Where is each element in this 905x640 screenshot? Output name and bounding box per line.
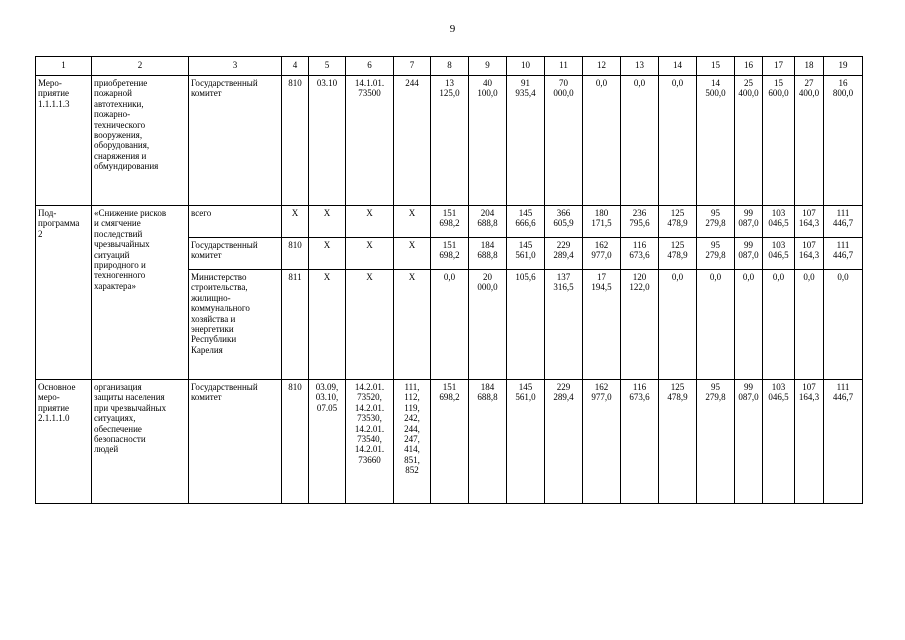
table-cell: 40 100,0 <box>469 76 507 206</box>
table-cell: 151 698,2 <box>431 238 469 270</box>
table-cell: 17 194,5 <box>583 270 621 380</box>
header-cell: 5 <box>309 57 346 76</box>
table-cell: 111 446,7 <box>824 380 863 504</box>
table-cell: 20 000,0 <box>469 270 507 380</box>
table-cell: 95 279,8 <box>697 238 735 270</box>
header-cell: 10 <box>507 57 545 76</box>
header-cell: 15 <box>697 57 735 76</box>
header-cell: 3 <box>189 57 282 76</box>
table-cell: 151 698,2 <box>431 206 469 238</box>
table-cell: 16 800,0 <box>824 76 863 206</box>
table-cell: 25 400,0 <box>735 76 763 206</box>
table-cell: 229 289,4 <box>545 238 583 270</box>
table-cell: 95 279,8 <box>697 206 735 238</box>
header-row <box>36 57 863 76</box>
table-cell: 107 164,3 <box>795 380 824 504</box>
table-cell: 145 561,0 <box>507 238 545 270</box>
table-cell: 105,6 <box>507 270 545 380</box>
table-cell: 0,0 <box>583 76 621 206</box>
table-cell: 0,0 <box>621 76 659 206</box>
table-cell: 366 605,9 <box>545 206 583 238</box>
table-cell: 15 600,0 <box>763 76 795 206</box>
header-cell: 14 <box>659 57 697 76</box>
table-cell: 14.1.01. 73500 <box>346 76 394 206</box>
table-cell: X <box>346 270 394 380</box>
table-cell: 0,0 <box>431 270 469 380</box>
table-cell: 14 500,0 <box>697 76 735 206</box>
table-cell: 810 <box>282 380 309 504</box>
row-code: Под- программа 2 <box>36 206 92 380</box>
table-cell: 0,0 <box>763 270 795 380</box>
table-cell: 107 164,3 <box>795 238 824 270</box>
table-cell: 0,0 <box>659 270 697 380</box>
table-cell: 0,0 <box>795 270 824 380</box>
header-cell: 2 <box>92 57 189 76</box>
table-cell: 229 289,4 <box>545 380 583 504</box>
header-cell: 18 <box>795 57 824 76</box>
table-cell: 27 400,0 <box>795 76 824 206</box>
table-cell: 107 164,3 <box>795 206 824 238</box>
table-cell: 145 666,6 <box>507 206 545 238</box>
table-cell: 0,0 <box>659 76 697 206</box>
table-cell: 162 977,0 <box>583 238 621 270</box>
header-cell: 17 <box>763 57 795 76</box>
row-code: Основное меро- приятие 2.1.1.1.0 <box>36 380 92 504</box>
row-executor: Государственный комитет <box>189 76 282 206</box>
row-name: приобретение пожарной автотехники, пожарно- технического вооружения, оборудования, снаряжения и обмундирования <box>92 76 189 206</box>
row-executor: Государственный комитет <box>189 238 282 270</box>
table-cell: 103 046,5 <box>763 206 795 238</box>
table-cell: 111 446,7 <box>824 206 863 238</box>
table-cell: 162 977,0 <box>583 380 621 504</box>
table-cell: 14.2.01. 73520, 14.2.01. 73530, 14.2.01. 73540, 14.2.01. 73660 <box>346 380 394 504</box>
row-executor: Министерство строительства, жилищно- коммунального хозяйства и энергетики Республики Карелия <box>189 270 282 380</box>
table-cell: 0,0 <box>697 270 735 380</box>
table-cell: 125 478,9 <box>659 238 697 270</box>
row-code: Меро- приятие 1.1.1.1.3 <box>36 76 92 206</box>
table-cell: 811 <box>282 270 309 380</box>
table-cell: 0,0 <box>824 270 863 380</box>
table-cell: 99 087,0 <box>735 238 763 270</box>
table-cell: X <box>309 206 346 238</box>
table-cell: X <box>394 238 431 270</box>
budget-table <box>35 56 863 504</box>
table-cell: 116 673,6 <box>621 238 659 270</box>
header-cell: 19 <box>824 57 863 76</box>
header-cell: 9 <box>469 57 507 76</box>
header-cell: 4 <box>282 57 309 76</box>
table-cell: 120 122,0 <box>621 270 659 380</box>
row-executor: всего <box>189 206 282 238</box>
row-name: организация защиты населения при чрезвычайных ситуациях, обеспечение безопасности людей <box>92 380 189 504</box>
table-cell: 125 478,9 <box>659 380 697 504</box>
table-cell: 184 688,8 <box>469 238 507 270</box>
table-cell: 13 125,0 <box>431 76 469 206</box>
table-cell: X <box>394 270 431 380</box>
table-cell: 99 087,0 <box>735 380 763 504</box>
table-cell: 91 935,4 <box>507 76 545 206</box>
table-cell: 810 <box>282 76 309 206</box>
header-cell: 8 <box>431 57 469 76</box>
table-cell: 103 046,5 <box>763 238 795 270</box>
table-cell: X <box>394 206 431 238</box>
table-cell: 103 046,5 <box>763 380 795 504</box>
table-cell: 70 000,0 <box>545 76 583 206</box>
table-cell: 810 <box>282 238 309 270</box>
table-cell: 03.10 <box>309 76 346 206</box>
table-cell: 0,0 <box>735 270 763 380</box>
table-cell: 180 171,5 <box>583 206 621 238</box>
table-cell: 125 478,9 <box>659 206 697 238</box>
header-cell: 7 <box>394 57 431 76</box>
table-cell: 03.09, 03.10, 07.05 <box>309 380 346 504</box>
row-executor: Государственный комитет <box>189 380 282 504</box>
table-cell: X <box>346 206 394 238</box>
table-cell: X <box>309 270 346 380</box>
table-cell: 95 279,8 <box>697 380 735 504</box>
table-cell: 244 <box>394 76 431 206</box>
table-cell: X <box>346 238 394 270</box>
table-cell: 151 698,2 <box>431 380 469 504</box>
header-cell: 1 <box>36 57 92 76</box>
table-cell: 145 561,0 <box>507 380 545 504</box>
header-cell: 12 <box>583 57 621 76</box>
table-cell: X <box>309 238 346 270</box>
table-cell: 111 446,7 <box>824 238 863 270</box>
header-cell: 11 <box>545 57 583 76</box>
page-number: 9 <box>449 23 456 35</box>
table-row <box>36 76 863 206</box>
table-cell: X <box>282 206 309 238</box>
table-row <box>36 380 863 504</box>
header-cell: 6 <box>346 57 394 76</box>
header-cell: 13 <box>621 57 659 76</box>
header-cell: 16 <box>735 57 763 76</box>
table-cell: 99 087,0 <box>735 206 763 238</box>
row-name: «Снижение рисков и смягчение последствий чрезвычайных ситуаций природного и техногенного характера» <box>92 206 189 380</box>
table-row <box>36 206 863 238</box>
table-cell: 116 673,6 <box>621 380 659 504</box>
table-cell: 236 795,6 <box>621 206 659 238</box>
table-cell: 111, 112, 119, 242, 244, 247, 414, 851, 852 <box>394 380 431 504</box>
table-cell: 137 316,5 <box>545 270 583 380</box>
table-cell: 184 688,8 <box>469 380 507 504</box>
table-cell: 204 688,8 <box>469 206 507 238</box>
